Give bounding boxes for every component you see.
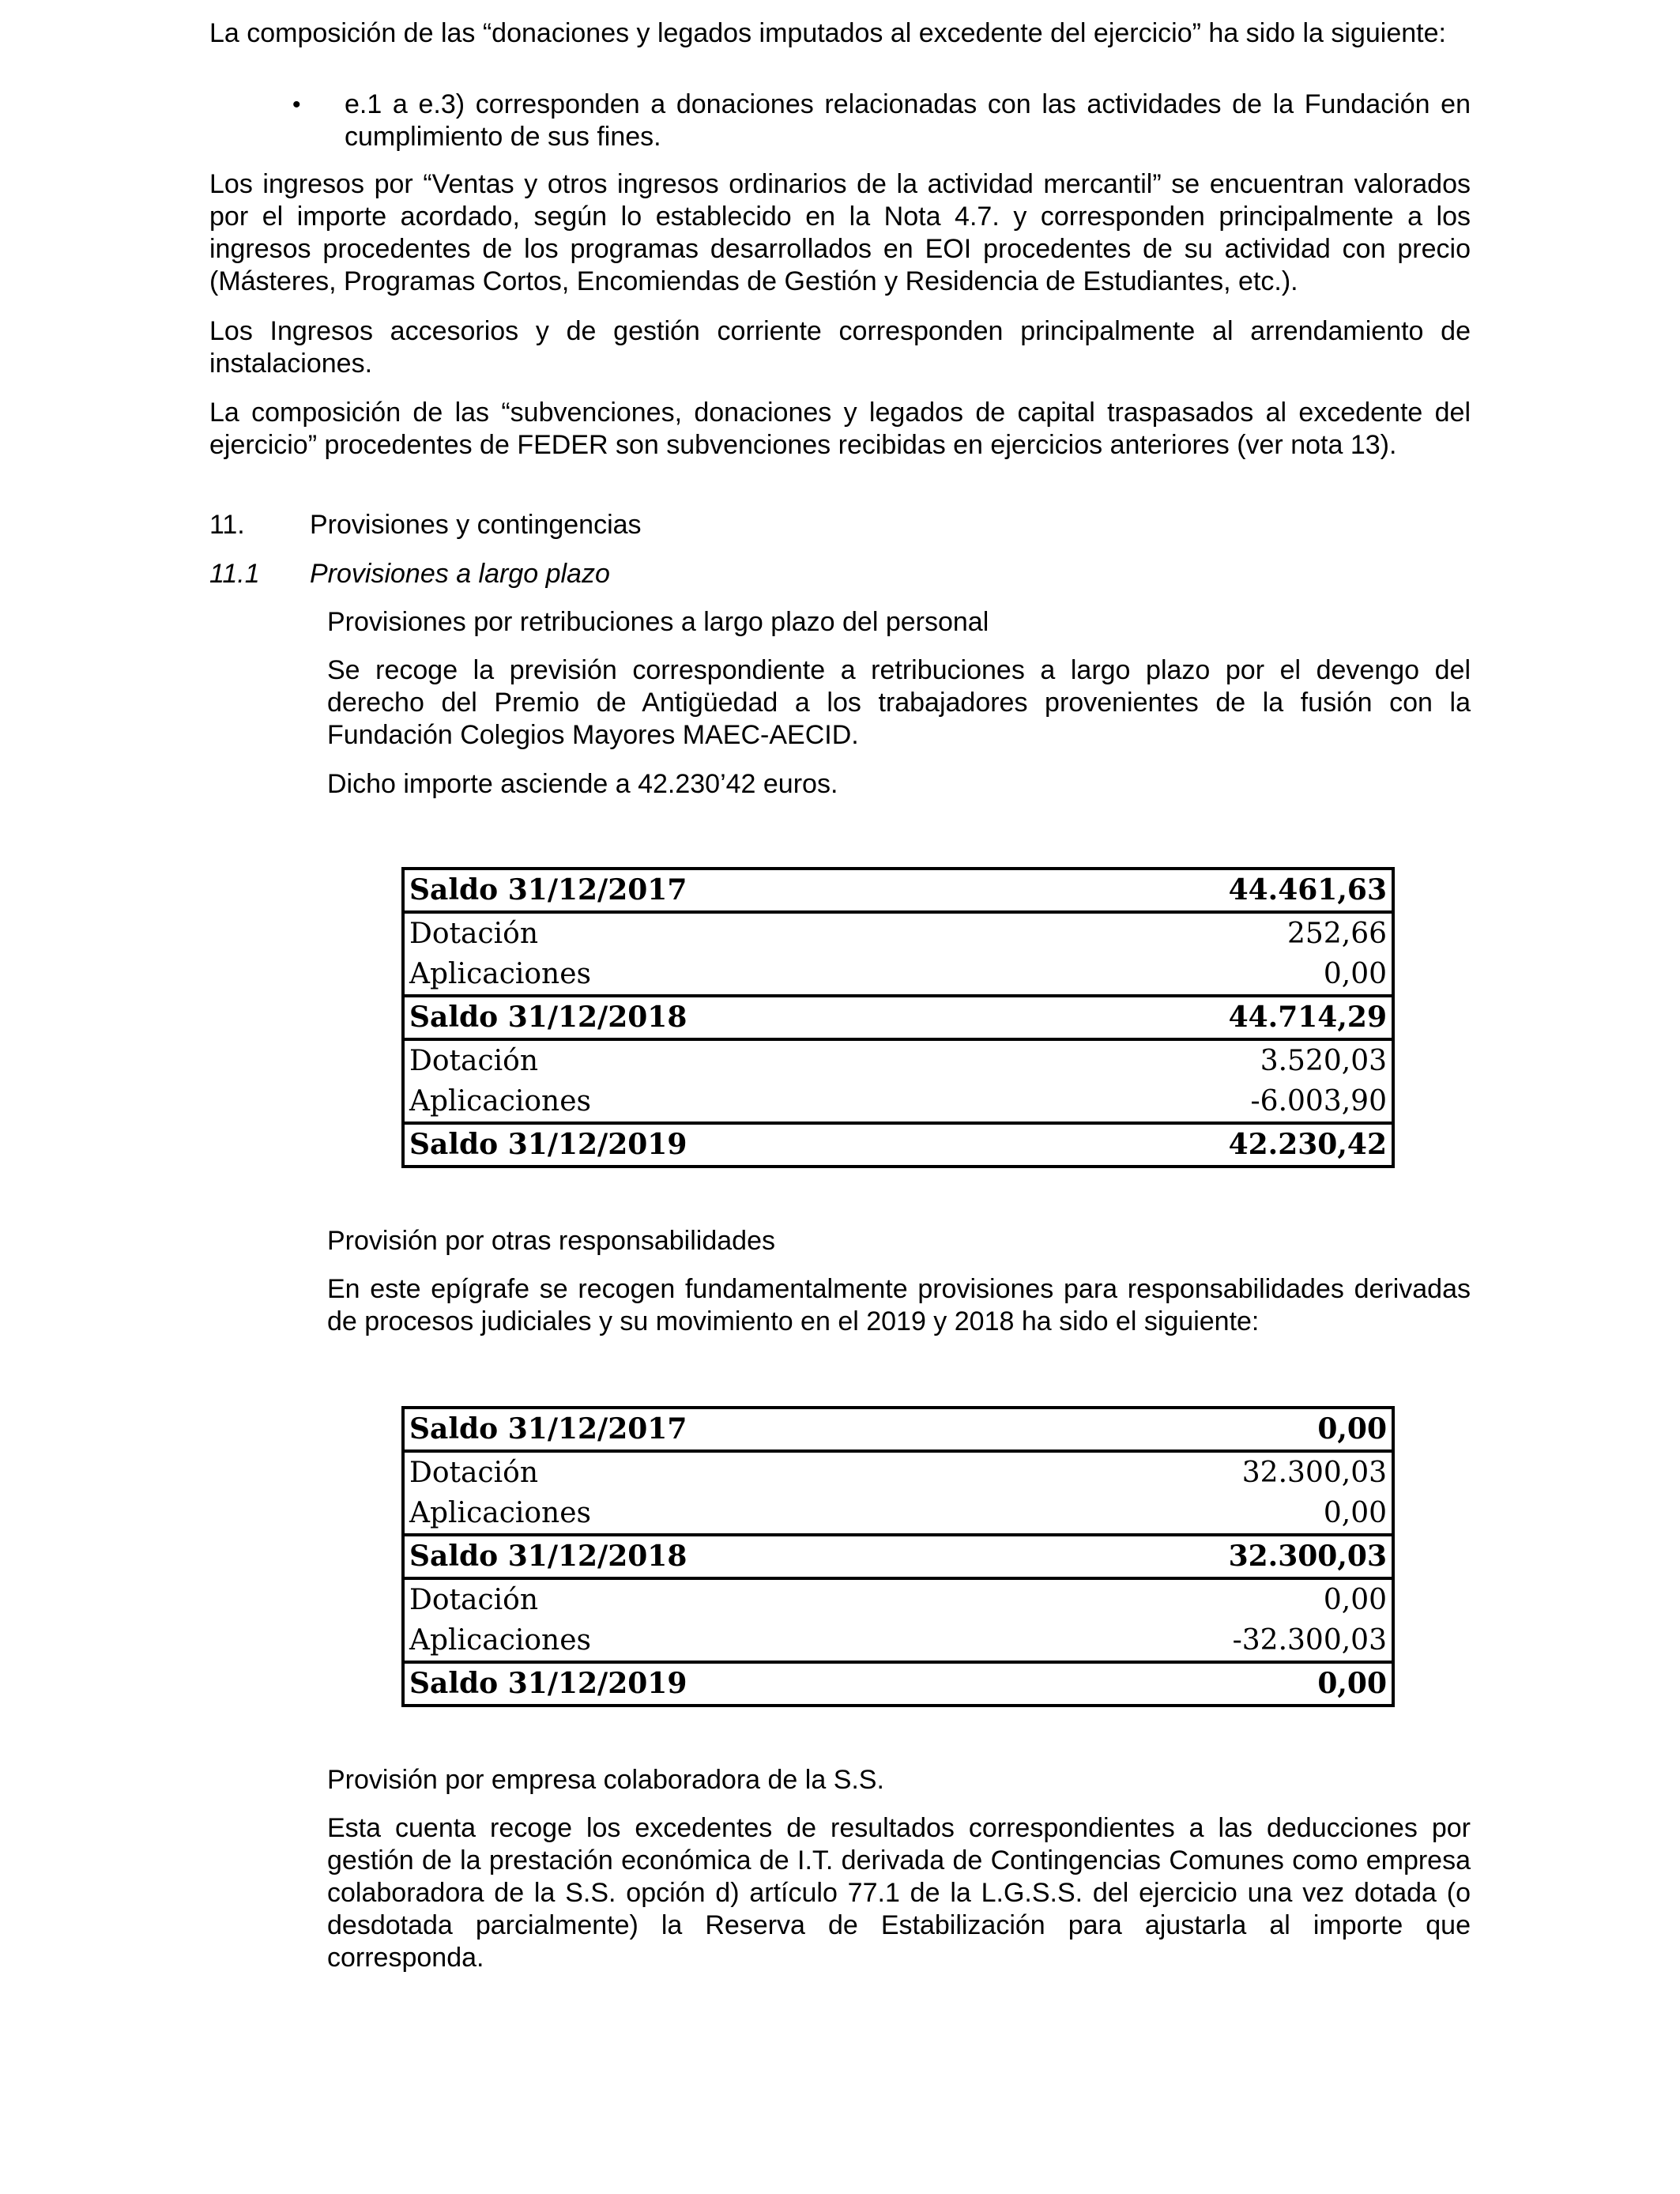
row-value: 0,00 (1027, 1578, 1393, 1620)
bullet-item: e.1 a e.3) corresponden a donaciones relacionadas con las actividades de la Fundación en cumplimiento de sus fines. (345, 89, 1471, 152)
row-value: 0,00 (1323, 1497, 1387, 1529)
table-row (403, 1081, 1393, 1123)
table-row (403, 1620, 1393, 1662)
table-row (403, 1408, 1393, 1451)
row-label: Dotación (403, 1578, 1027, 1620)
sales-income-paragraph: Los ingresos por “Ventas y otros ingresos ordinarios de la actividad mercantil” se encuentran valorados por el importe acordado, según lo establecido en la Nota 4.7. y corresponden principalmente a los ingresos procedentes de los programas desarrollados en EOI procedentes de su actividad con precio (Másteres, Programas Cortos, Encomiendas de Gestión y Residencia de Estudiantes, etc.). (209, 169, 1471, 296)
personnel-provisions-heading: Provisiones por retribuciones a largo plazo del personal (327, 607, 989, 637)
row-value: -6.003,90 (1250, 1085, 1387, 1118)
feder-subsidies-paragraph: La composición de las “subvenciones, donaciones y legados de capital traspasados al excedente del ejercicio” procedentes de FEDER son subvenciones recibidas en ejercicios anteriores (ver nota 13). (209, 398, 1471, 460)
bullet-icon: • (292, 92, 301, 118)
accessory-income-paragraph: Los Ingresos accesorios y de gestión corriente corresponden principalmente al arrendamiento de instalaciones. (209, 316, 1471, 379)
subsection-number: 11.1 (209, 559, 260, 589)
table-row (403, 912, 1393, 954)
row-value: 32.300,03 (1027, 1535, 1393, 1578)
row-label: Saldo 31/12/2019 (403, 1662, 1027, 1706)
row-value: 0,00 (1317, 1412, 1387, 1446)
row-label: Saldo 31/12/2017 (409, 873, 687, 907)
section-title: Provisiones y contingencias (310, 510, 642, 540)
row-value: 32.300,03 (1027, 1451, 1393, 1493)
table-row (403, 996, 1393, 1039)
row-label: Saldo 31/12/2017 (409, 1412, 687, 1446)
ss-collaborator-heading: Provisión por empresa colaboradora de la S.S. (327, 1765, 884, 1795)
row-label: Saldo 31/12/2019 (403, 1123, 1027, 1167)
table-row (403, 1662, 1393, 1706)
row-label: Saldo 31/12/2018 (403, 1535, 1027, 1578)
table-row (403, 869, 1393, 912)
row-label: Aplicaciones (409, 1497, 592, 1529)
other-liabilities-paragraph: En este epígrafe se recogen fundamentalmente provisiones para responsabilidades derivadas de procesos judiciales y su movimiento en el 2019 y 2018 ha sido el siguiente: (327, 1274, 1471, 1336)
row-value: 42.230,42 (1027, 1123, 1393, 1167)
row-value: 252,66 (1027, 912, 1393, 954)
table-row (403, 954, 1393, 996)
table-row (403, 1039, 1393, 1081)
other-liabilities-table (401, 1406, 1395, 1707)
row-value: 44.714,29 (1027, 996, 1393, 1039)
personnel-provisions-paragraph: Se recoge la previsión correspondiente a retribuciones a largo plazo por el devengo del derecho del Premio de Antigüedad a los trabajadores provenientes de la fusión con la Fundación Colegios Mayores MAEC-AECID. (327, 655, 1471, 750)
table-row (403, 1451, 1393, 1493)
row-value: 0,00 (1027, 1662, 1393, 1706)
table-row (403, 1578, 1393, 1620)
row-value: 3.520,03 (1027, 1039, 1393, 1081)
ss-collaborator-paragraph: Esta cuenta recoge los excedentes de resultados correspondientes a las deducciones por gestión de la prestación económica de I.T. derivada de Contingencias Comunes como empresa colaboradora de la S.S. opción d) artículo 77.1 de la L.G.S.S. del ejercicio una vez dotada (o desdotada parcialmente) la Reserva de Estabilización para ajustarla al importe que corresponda. (327, 1813, 1471, 1973)
other-liabilities-heading: Provisión por otras responsabilidades (327, 1226, 775, 1256)
table-row (403, 1123, 1393, 1167)
section-number: 11. (209, 510, 245, 540)
row-value: 44.461,63 (1228, 873, 1387, 907)
row-label: Aplicaciones (409, 1624, 592, 1657)
row-label: Dotación (403, 1451, 1027, 1493)
row-label: Dotación (403, 912, 1027, 954)
row-value: 0,00 (1323, 958, 1387, 990)
row-label: Saldo 31/12/2018 (403, 996, 1027, 1039)
table-row (403, 1493, 1393, 1535)
subsection-title: Provisiones a largo plazo (310, 559, 610, 589)
table-row (403, 1535, 1393, 1578)
row-label: Aplicaciones (409, 958, 592, 990)
row-label: Dotación (403, 1039, 1027, 1081)
personnel-provisions-amount: Dicho importe asciende a 42.230’42 euros. (327, 769, 838, 799)
intro-donations-paragraph: La composición de las “donaciones y legados imputados al excedente del ejercicio” ha sido la siguiente: (209, 18, 1446, 48)
row-value: -32.300,03 (1232, 1624, 1387, 1657)
row-label: Aplicaciones (409, 1085, 592, 1118)
personnel-provisions-table (401, 867, 1395, 1168)
